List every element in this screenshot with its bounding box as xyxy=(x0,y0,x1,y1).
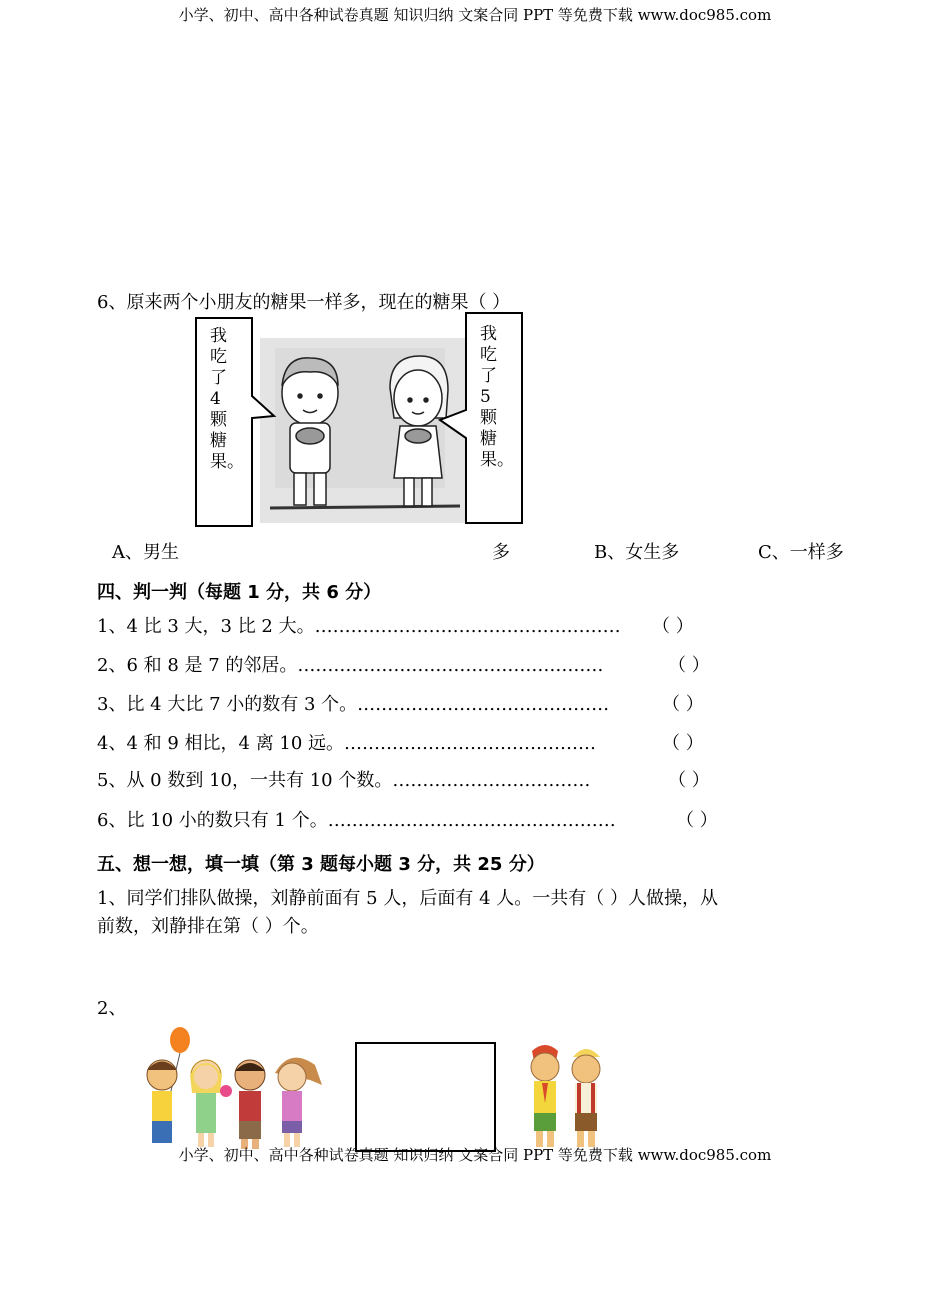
judge-item-1 xyxy=(97,612,621,638)
fill-question-1-line-1: 1、同学们排队做操，刘静前面有 5 人，后面有 4 人。一共有（ ）人做操，从 xyxy=(97,888,718,909)
judge-item-dots: …………………………………… xyxy=(344,733,597,754)
section-5-title: 五、想一想，填一填（第 3 题每小题 3 分，共 25 分） xyxy=(97,854,545,875)
judge-item-text: 6、比 10 小的数只有 1 个。 xyxy=(97,810,328,831)
judge-item-4 xyxy=(97,729,596,755)
balloon-icon xyxy=(170,1027,190,1053)
judge-answer-3[interactable]: （ ） xyxy=(662,694,704,715)
judge-answer-6[interactable]: （ ） xyxy=(676,810,718,831)
judge-item-dots: …………………………………………… xyxy=(297,655,604,676)
fill-question-2-label: 2、 xyxy=(97,998,127,1019)
judge-item-dots: …………………………………… xyxy=(357,694,610,715)
judge-answer-5[interactable]: （ ） xyxy=(668,770,710,791)
judge-item-2 xyxy=(97,651,603,677)
kid-1 xyxy=(147,1060,177,1143)
judge-item-text: 3、比 4 大比 7 小的数有 3 个。 xyxy=(97,694,358,715)
page-header: 小学、初中、高中各种试卷真题 知识归纳 文案合同 PPT 等免费下载 www.doc985.com xyxy=(178,6,772,24)
judge-item-3 xyxy=(97,690,609,716)
speech-text-right: 我吃了5颗糖果。 xyxy=(480,324,514,470)
candy-kids-illustration xyxy=(190,308,530,533)
answer-box xyxy=(356,1043,495,1151)
judge-item-text: 4、4 和 9 相比，4 离 10 远。 xyxy=(97,733,345,754)
judge-item-dots: …………………………………………… xyxy=(314,616,621,637)
judge-item-text: 1、4 比 3 大，3 比 2 大。 xyxy=(97,616,315,637)
section-4-title: 四、判一判（每题 1 分，共 6 分） xyxy=(97,582,382,603)
option-a-tail: 多 xyxy=(492,542,510,563)
judge-item-dots: …………………………… xyxy=(392,770,591,791)
judge-item-dots: ………………………………………… xyxy=(327,810,616,831)
option-c: C、一样多 xyxy=(758,542,844,563)
kid-5 xyxy=(531,1045,559,1147)
page-footer: 小学、初中、高中各种试卷真题 知识归纳 文案合同 PPT 等免费下载 www.doc985.com xyxy=(178,1146,772,1164)
question-6-text: 6、原来两个小朋友的糖果一样多，现在的糖果（ ） xyxy=(97,292,511,313)
judge-item-5 xyxy=(97,766,590,792)
kids-queue-illustration xyxy=(140,1025,620,1160)
option-a-label: A、男生 xyxy=(112,542,179,563)
kid-4 xyxy=(275,1058,322,1147)
kid-3 xyxy=(235,1060,265,1149)
judge-answer-1[interactable]: （ ） xyxy=(652,616,694,637)
judge-item-6 xyxy=(97,806,616,832)
judge-item-text: 2、6 和 8 是 7 的邻居。 xyxy=(97,655,298,676)
option-b: B、女生多 xyxy=(594,542,680,563)
fill-question-1-line-2: 前数，刘静排在第（ ）个。 xyxy=(97,916,319,937)
judge-answer-4[interactable]: （ ） xyxy=(662,733,704,754)
judge-answer-2[interactable]: （ ） xyxy=(668,655,710,676)
judge-item-text: 5、从 0 数到 10，一共有 10 个数。 xyxy=(97,770,393,791)
kid-6 xyxy=(572,1049,600,1147)
speech-text-left: 我吃了4颗糖果。 xyxy=(210,326,244,472)
kid-2 xyxy=(190,1060,222,1147)
